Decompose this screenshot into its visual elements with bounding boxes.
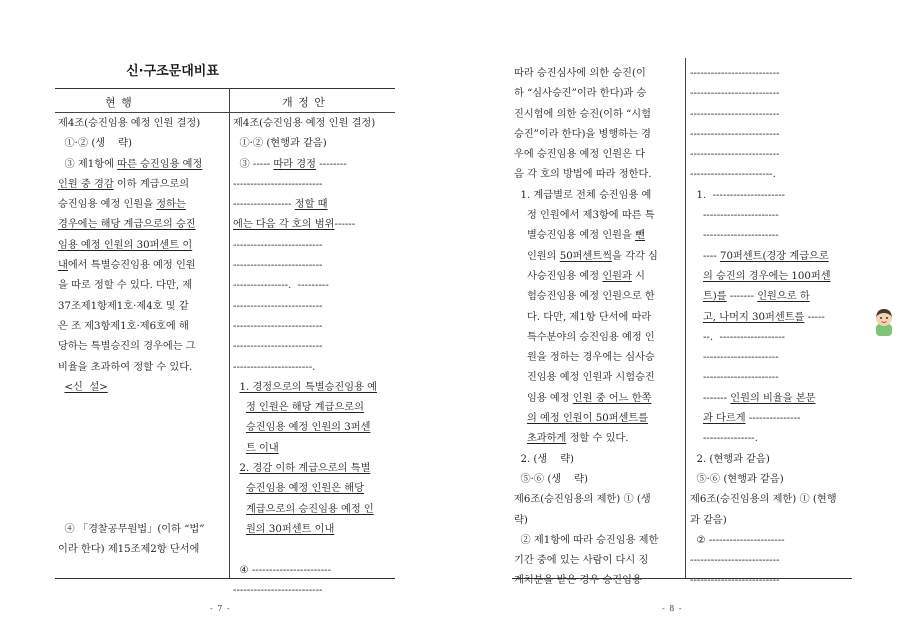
text-line: --------------------------	[233, 341, 323, 353]
text-line: ------- 인원의 비율을 본문	[690, 392, 816, 404]
current-law-column	[514, 64, 682, 592]
text-line: --------------------------	[690, 108, 780, 120]
table-top-rule	[55, 88, 395, 89]
text-line: 제6조(승진임용의 제한) ① (생	[514, 494, 651, 506]
text-line: 초과하게 정할 수 있다.	[526, 433, 629, 445]
text-line: 진임용 예정 인원과 시험승진	[514, 372, 655, 384]
text-line: ② ----------------------	[690, 534, 785, 546]
text-line: ---- 70퍼센트(경장 계급으로	[690, 250, 829, 262]
text-line: 비율을 초과하여 정할 수 있다.	[58, 361, 193, 373]
text-line	[58, 479, 226, 499]
text-line: --------------------------	[233, 239, 323, 251]
text-line: --------------------------	[690, 555, 780, 567]
text-line	[58, 439, 226, 459]
text-line: 원의 30퍼센트 이내	[245, 523, 335, 535]
text-line: --------------------------	[233, 320, 323, 332]
header-current: 현 행	[105, 96, 133, 109]
header-revised: 개 정 안	[282, 96, 326, 109]
text-line	[58, 398, 226, 418]
text-line: ----------------------	[690, 230, 779, 242]
text-line: 2. (현행과 같음)	[690, 453, 770, 465]
text-line: ------------------------.	[690, 169, 776, 181]
text-line: 음 각 호의 방법에 따라 정한다.	[514, 169, 652, 181]
text-line: 하 “심사승진”이라 한다)과 승	[514, 88, 647, 100]
text-line: ----------------- 정할 때	[233, 199, 328, 211]
text-line: ----------------------	[690, 352, 779, 364]
text-line: 다. 다만, 제1항 단서에 따라	[514, 311, 652, 323]
text-line: ----------------------	[690, 372, 779, 384]
text-line: 정 인원은 해당 계급으로의	[245, 402, 364, 414]
text-line: 별승진임용 예정 인원을 뺀	[514, 230, 645, 242]
text-line: 원을 정하는 경우에는 심사승	[514, 352, 655, 364]
text-line: --------------------------	[233, 584, 323, 596]
text-line: 의 승진의 경우에는 100퍼센	[702, 270, 831, 282]
text-line: 을 따로 정할 수 있다. 다만, 제	[58, 280, 193, 292]
text-line: 임용 예정 인원의 30퍼센트 이	[58, 239, 193, 251]
text-line: 트)를 ------- 인원으로 하	[702, 291, 810, 303]
text-line: 경우에는 해당 계급으로의 승진	[58, 219, 196, 231]
text-line: 승진임용 예정 인원은 해당	[245, 483, 364, 495]
text-line: <신 설>	[64, 381, 108, 393]
table-header-rule	[55, 112, 395, 113]
text-line: 계급으로의 승진임용 예정 인	[245, 503, 374, 515]
text-line: ③ ----- 따라 경정 --------	[233, 158, 347, 170]
text-line: 계처분을 받은 경우 승진임용	[514, 575, 642, 587]
text-line: 략)	[514, 514, 528, 526]
text-line: 과 다르게 ---------------	[702, 413, 801, 425]
text-line: 정 인원에서 제3항에 따른 특	[514, 210, 655, 222]
text-line: 사승진임용 예정 인원과 시	[514, 270, 645, 282]
text-line: 제4조(승진임용 예정 인원 결정)	[233, 118, 376, 129]
revised-law-column	[233, 114, 395, 601]
page-number: - 8 -	[662, 604, 683, 613]
text-line: 의 예정 인원이 50퍼센트를	[526, 413, 649, 425]
text-line: 1. ---------------------	[690, 189, 785, 201]
text-line	[58, 459, 226, 479]
column-divider	[685, 58, 686, 578]
text-line	[233, 540, 395, 560]
text-line: ⑤·⑥ (생 략)	[514, 473, 588, 485]
text-line: --------------------------	[690, 128, 780, 140]
text-line: 임용 예정 인원 중 어느 한쪽	[514, 392, 652, 404]
text-line: --------------------------	[690, 575, 780, 587]
text-line	[58, 500, 226, 520]
text-line: 승진임용 예정 인원을 정하는	[58, 199, 186, 211]
text-line: 험승진임용 예정 인원으로 한	[514, 291, 655, 303]
text-line: 제4조(승진임용 예정 인원 결정)	[58, 118, 201, 129]
text-line: 에는 다음 각 호의 범위------	[233, 219, 356, 231]
text-line: ①·② (생 략)	[58, 138, 132, 150]
text-line: ①·② (현행과 같음)	[233, 138, 327, 150]
revised-law-column	[690, 64, 850, 592]
text-line: 우에 승진임용 예정 인원은 다	[514, 149, 646, 161]
text-line: ----------------------	[690, 210, 779, 222]
column-divider	[229, 88, 230, 578]
text-line: 승진임용 예정 인원의 3퍼센	[245, 422, 371, 434]
text-line: --------------------------	[233, 260, 323, 272]
text-line: 37조제1항제1호·제4호 및 같	[58, 300, 189, 312]
text-line: 기간 중에 있는 사람이 다시 징	[514, 555, 649, 567]
text-line: 승진”이라 한다)을 병행하는 경	[514, 128, 651, 140]
text-line: ----------------. ---------	[233, 280, 329, 292]
current-law-column	[58, 114, 226, 561]
text-line: 고, 나머지 30퍼센트를 -----	[702, 311, 825, 323]
text-line	[58, 418, 226, 438]
text-line: --------------------------	[690, 88, 780, 100]
text-line: 1. 경정으로의 특별승진임용 예	[239, 381, 378, 393]
page-number: - 7 -	[210, 604, 231, 613]
text-line: 당하는 특별승진의 경우에는 그	[58, 341, 196, 353]
text-line: 진시험에 의한 승진(이하 “시험	[514, 108, 651, 120]
text-line: 특수분야의 승진임용 예정 인	[514, 331, 655, 343]
text-line: ② 제1항에 따라 승진임용 제한	[514, 534, 659, 546]
text-line: 따라 승진심사에 의한 승진(이	[514, 68, 646, 79]
text-line: 과 같음)	[690, 514, 727, 526]
text-line: ⑤·⑥ (현행과 같음)	[690, 473, 784, 485]
text-line: --------------------------	[233, 178, 323, 190]
text-line: --------------------------	[690, 68, 780, 79]
text-line: ---------------.	[690, 433, 758, 445]
text-line: --------------------------	[233, 300, 323, 312]
text-line: ③ 제1항에 따른 승진임용 예정	[58, 158, 203, 170]
text-line: 내에서 특별승진임용 예정 인원	[58, 260, 196, 272]
text-line: 2. 경감 이하 계급으로의 특별	[239, 463, 371, 475]
child-avatar-icon[interactable]	[872, 306, 896, 336]
page-title: 신·구조문대비표	[126, 64, 219, 79]
text-line: 제6조(승진임용의 제한) ① (현행	[690, 494, 837, 506]
text-line: 은 조 제3항제1호·제6호에 해	[58, 320, 189, 332]
text-line: --------------------------	[690, 149, 780, 161]
text-line: 1. 계급별로 전체 승진임용 예	[514, 189, 652, 201]
text-line: ④ 「경찰공무원법」(이하 “법”	[58, 523, 205, 535]
text-line: ④ -----------------------	[233, 564, 332, 576]
text-line: 2. (생 략)	[514, 453, 575, 465]
text-line: 트 이내	[245, 442, 279, 454]
text-line: -----------------------.	[233, 361, 316, 373]
text-line: 인원 중 경감 이하 계급으로의	[58, 178, 190, 190]
text-line: 인원의 50퍼센트씩을 각각 심	[514, 250, 658, 262]
text-line: --. -------------------	[690, 331, 785, 343]
text-line: 이라 한다) 제15조제2항 단서에	[58, 544, 200, 556]
